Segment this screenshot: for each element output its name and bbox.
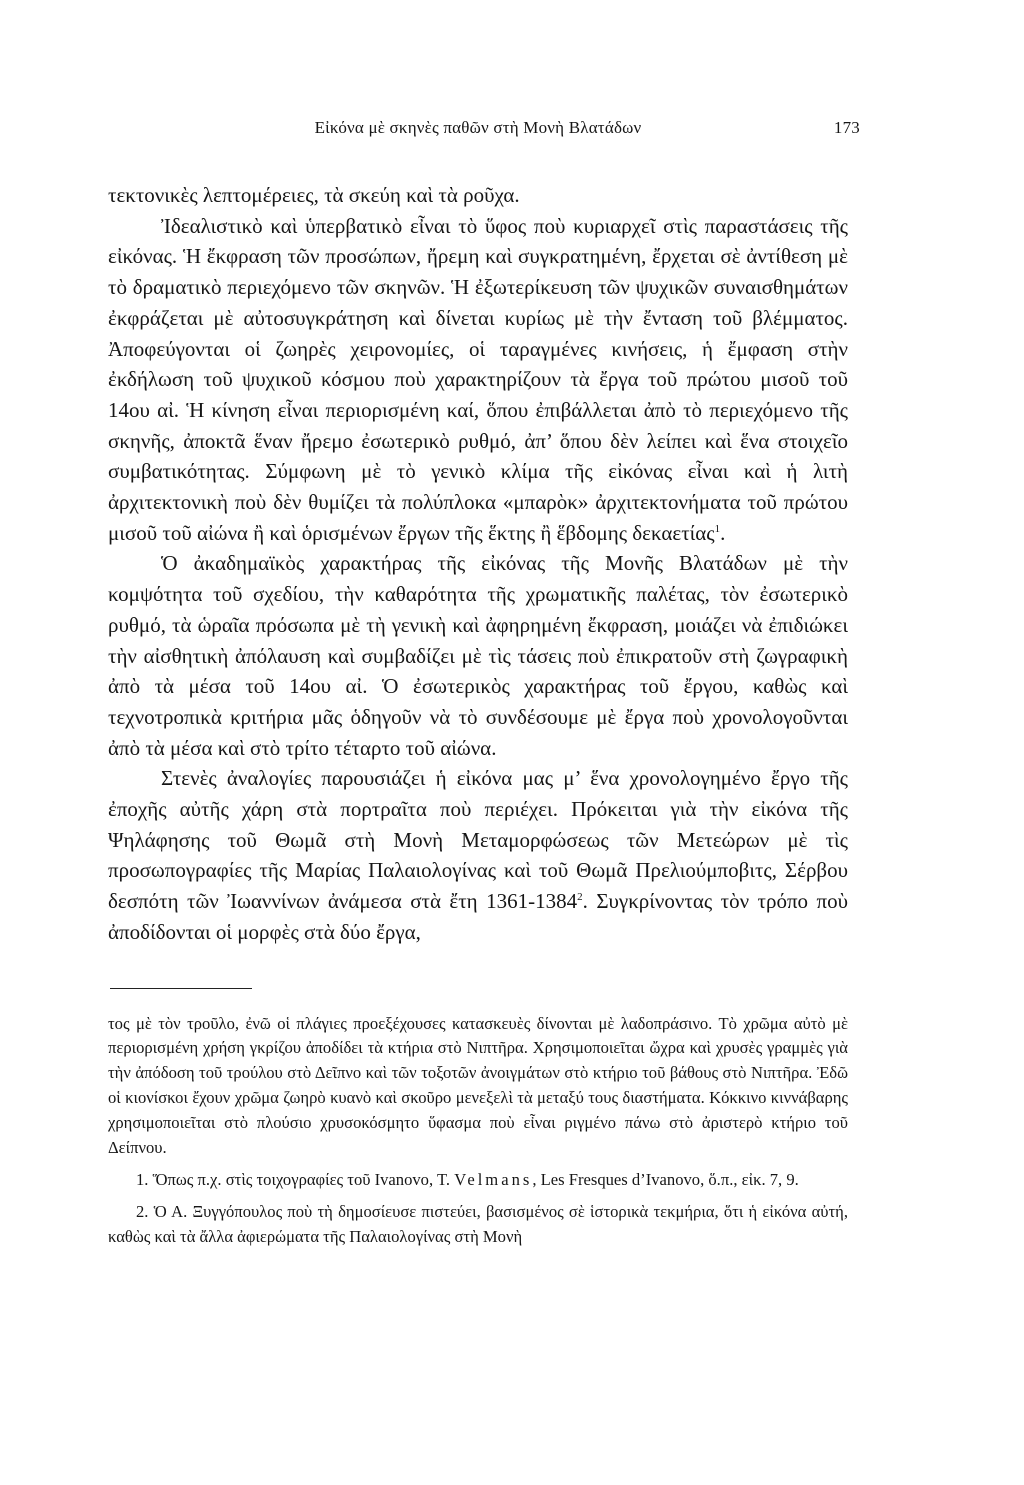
page-number: 173 — [833, 118, 860, 137]
footnote-ref-1: 1 — [714, 522, 721, 535]
footnote-2: 2. Ὁ Α. Ξυγγόπουλος ποὺ τὴ δημοσίευσε πιστεύει, βασισμένος σὲ ἱστορικὰ τεκμήρια, ὅτι ἡ εἰκόνα αὐτή, καθὼς καὶ τὰ ἄλλα ἀφιερώματα τῆς Παλαιολογίνας στὴ Μονὴ — [108, 1201, 848, 1246]
body-text — [108, 180, 848, 948]
running-title: Εἰκόνα μὲ σκηνὲς παθῶν στὴ Μονὴ Βλατάδων — [314, 118, 642, 137]
document-page — [108, 118, 860, 1250]
paragraph-analogies-text: Στενὲς ἀναλογίες παρουσιάζει ἡ εἰκόνα μας μ’ ἕνα χρονολογημένο ἔργο τῆς ἐποχῆς αὐτῆς χάρη στὰ πορτραῖτα ποὺ περιέχει. Πρόκειται γιὰ τὴν εἰκόνα τῆς Ψηλάφησης τοῦ Θωμᾶ στὴ Μονὴ Μεταμορφώσεως τῶν Μετεώρων μὲ τὶς προσωπογραφίες τῆς Μαρίας Παλαιολογίνας καὶ τοῦ Θωμᾶ Πρελιούμποβιτς, Σέρβου δεσπότη τῶν Ἰωαννίνων ἀνάμεσα στὰ ἔτη 1361-1384 — [108, 766, 848, 914]
footnote-1-author: Velmans — [454, 1170, 533, 1190]
paragraph-analogies — [108, 763, 848, 947]
paragraph-continuation: τεκτονικὲς λεπτομέρειες, τὰ σκεύη καὶ τὰ ροῦχα. — [108, 183, 520, 207]
paragraph-idealism-end: . — [720, 520, 726, 545]
paragraph-idealism-text: Ἰδεαλιστικὸ καὶ ὑπερβατικὸ εἶναι τὸ ὕφος ποὺ κυριαρχεῖ στὶς παραστάσεις τῆς εἰκόνας. Ἡ ἔκφραση τῶν προσώπων, ἤρεμη καὶ συγκρατημένη, ἔρχεται σὲ ἀντίθεση μὲ τὸ δραματικὸ περιεχόμενο τῶν σκηνῶν. Ἡ ἐξωτερίκευση τῶν ψυχικῶν συναισθημάτων ἐκφράζεται μὲ αὐτοσυγκράτηση καὶ δίνεται κυρίως μὲ τὴν ἔνταση τοῦ βλέμματος. Ἀποφεύγονται οἱ ζωηρὲς χειρονομίες, οἱ ταραγμένες κινήσεις, ἡ ἔμφαση στὴν ἐκδήλωση τοῦ ψυχικοῦ κόσμου ποὺ χαρακτηρίζουν τὰ ἔργα τοῦ πρώτου μισοῦ τοῦ 14ου αἰ. Ἡ κίνηση εἶναι περιορισμένη καί, ὅπου ἐπιβάλλεται ἀπὸ τὸ περιεχόμενο τῆς σκηνῆς, ἀποκτᾶ ἕναν ἤρεμο ἐσωτερικὸ ρυθμό, ἀπ’ ὅπου δὲν λείπει καὶ ἕνα στοιχεῖο συμβατικότητας. Σύμφωνη μὲ τὸ γενικὸ κλίμα τῆς εἰκόνας εἶναι καὶ ἡ λιτὴ ἀρχιτεκτονικὴ ποὺ δὲν θυμίζει τὰ πολύπλοκα «μπαρὸκ» ἀρχιτεκτονήματα τοῦ πρώτου μισοῦ τοῦ αἰώνα ἢ καὶ ὁρισμένων ἔργων τῆς ἕκτης ἢ ἕβδομης δεκαετίας — [108, 213, 848, 545]
footnote-ref-2: 2 — [577, 891, 583, 904]
footnotes — [108, 1012, 848, 1250]
footnote-1-prefix: 1. Ὅπως π.χ. στὶς τοιχογραφίες τοῦ Ivanovo, T. — [136, 1170, 455, 1190]
footnote-continuation: τος μὲ τὸν τροῦλο, ἐνῶ οἱ πλάγιες προεξέχουσες κατασκευὲς δίνονται μὲ λαδοπράσινο. Τὸ χρῶμα αὐτὸ μὲ περιορισμένη χρήση γκρίζου ἀποδίδει τὰ κτήρια στὸ Νιπτῆρα. Χρησιμοποιεῖται ὤχρα καὶ χρυσὲς γραμμὲς γιὰ τὴν ἀπόδοση τοῦ τρούλου στὸ Δεῖπνο καὶ τῶν τοξοτῶν ἀνοιγμάτων στὸ κτήριο τοῦ βάθους στὸ Νιπτῆρα. Ἐδῶ οἱ κιονίσκοι ἔχουν χρῶμα ζωηρὸ κυανὸ καὶ σκοῦρο μενεξελὶ τὰ μεταξύ τους διαστήματα. Κόκκινο κιννάβαρης χρησιμοποιεῖται στὸ πλούσιο χρυσοκόσμητο ὕφασμα ποὺ εἶναι ριγμένο πάνω στὸ ἀριστερὸ κτήριο τοῦ Δείπνου. — [108, 1013, 848, 1158]
footnote-1 — [108, 1168, 848, 1193]
paragraph-analogies-end: . Συγκρίνοντας τὸν τρόπο ποὺ ἀποδίδονται οἱ μορφὲς στὰ δύο ἔργα, — [108, 889, 848, 944]
paragraph-idealism — [108, 211, 848, 549]
footnote-1-suffix: , Les Fresques d’Ivanovo, ὅ.π., εἰκ. 7, 9. — [532, 1170, 799, 1190]
running-head — [108, 118, 860, 146]
paragraph-academic-character: Ὁ ἀκαδημαϊκὸς χαρακτήρας τῆς εἰκόνας τῆς Μονῆς Βλατάδων μὲ τὴν κομψότητα τοῦ σχεδίου, τὴν καθαρότητα τῆς χρωματικῆς παλέτας, τὸν ἐσωτερικὸ ρυθμό, τὰ ὡραῖα πρόσωπα μὲ τὴ γενικὴ καὶ ἀφηρημένη ἔκφραση, μοιάζει νὰ ἐπιδιώκει τὴν αἰσθητικὴ ἀπόλαυση καὶ συμβαδίζει μὲ τὶς τάσεις ποὺ ἐπικρατοῦν στὴ ζωγραφικὴ ἀπὸ τὰ μέσα τοῦ 14ου αἰ. Ὁ ἐσωτερικὸς χαρακτήρας τοῦ ἔργου, καθὼς καὶ τεχνοτροπικὰ κριτήρια μᾶς ὁδηγοῦν νὰ τὸ συνδέσουμε μὲ ἔργα ποὺ χρονολογοῦνται ἀπὸ τὰ μέσα καὶ στὸ τρίτο τέταρτο τοῦ αἰώνα. — [108, 551, 848, 760]
footnote-divider — [110, 988, 252, 989]
